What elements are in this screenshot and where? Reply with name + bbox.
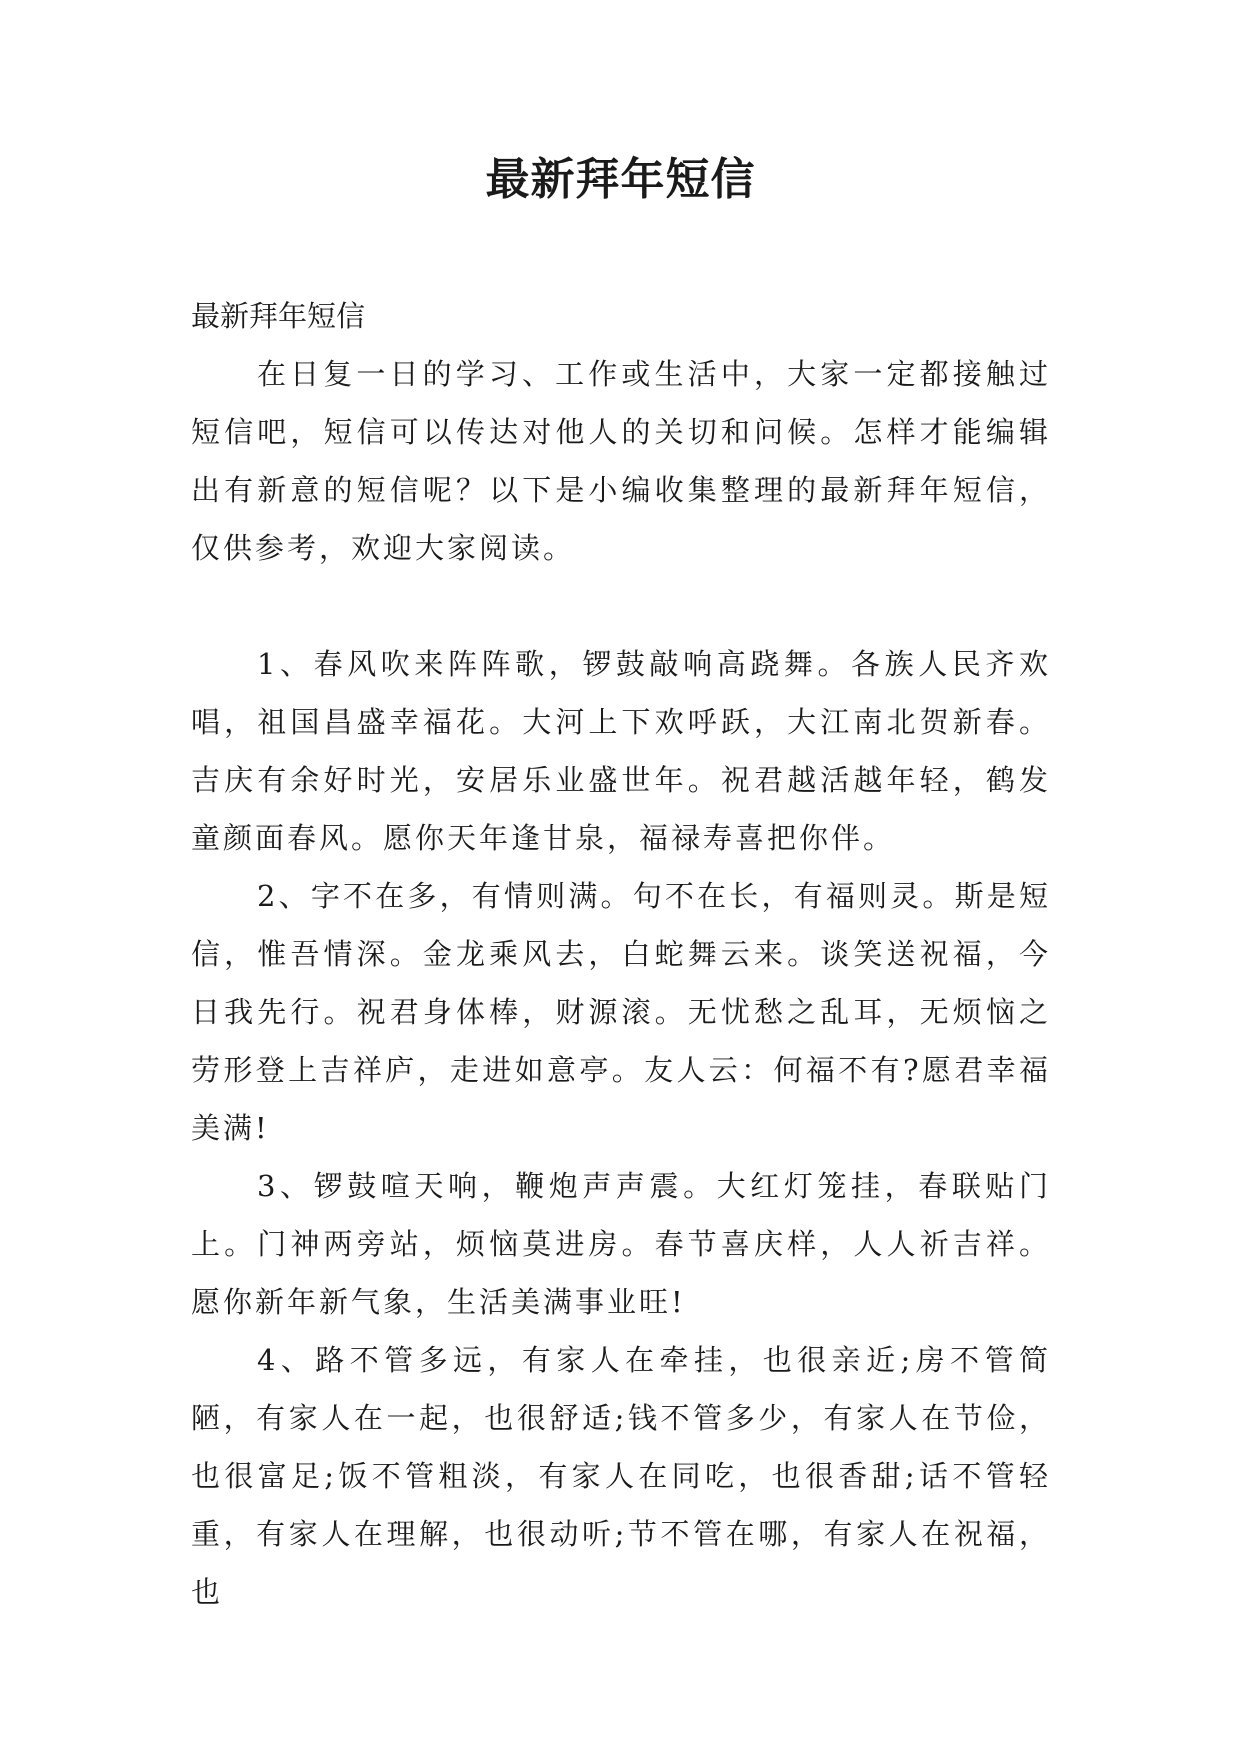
- message-item-2: 2、字不在多，有情则满。句不在长，有福则灵。斯是短信，惟吾情深。金龙乘风去，白蛇舞云来。谈笑送祝福，今日我先行。祝君身体棒，财源滚。无忧愁之乱耳，无烦恼之劳形登上吉祥庐，走进如意亭。友人云：何福不有?愿君幸福美满!: [191, 879, 1051, 1145]
- message-item-4: 4、路不管多远，有家人在牵挂，也很亲近;房不管简陋，有家人在一起，也很舒适;钱不管多少，有家人在节俭，也很富足;饭不管粗淡，有家人在同吃，也很香甜;话不管轻重，有家人在理解，也很动听;节不管在哪，有家人在祝福，也: [191, 1343, 1051, 1609]
- document-body: [191, 287, 1051, 1621]
- page-title: 最新拜年短信: [485, 154, 756, 205]
- paragraph-spacer: [191, 577, 1051, 635]
- intro-paragraph: 在日复一日的学习、工作或生活中，大家一定都接触过短信吧，短信可以传达对他人的关切和问候。怎样才能编辑出有新意的短信呢？以下是小编收集整理的最新拜年短信，仅供参考，欢迎大家阅读。: [191, 357, 1051, 565]
- message-item-3: 3、锣鼓喧天响，鞭炮声声震。大红灯笼挂，春联贴门上。门神两旁站，烦恼莫进房。春节喜庆样，人人祈吉祥。愿你新年新气象，生活美满事业旺!: [191, 1169, 1051, 1319]
- document-subtitle: 最新拜年短信: [191, 299, 366, 333]
- message-item-1: 1、春风吹来阵阵歌，锣鼓敲响高跷舞。各族人民齐欢唱，祖国昌盛幸福花。大河上下欢呼跃，大江南北贺新春。吉庆有余好时光，安居乐业盛世年。祝君越活越年轻，鹤发童颜面春风。愿你天年逢甘泉，福禄寿喜把你伴。: [191, 647, 1051, 855]
